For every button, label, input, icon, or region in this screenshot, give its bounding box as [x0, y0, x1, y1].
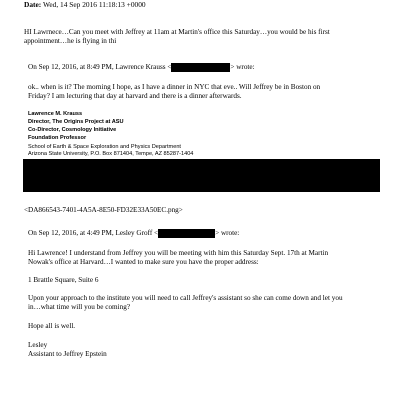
quote2-body-line-2: Nowak's office at Harvard…I wanted to make sure you have the proper address: [28, 258, 259, 266]
message-line-1: HI Lawrnece…Can you meet with Jeffrey at 11am at Martin's office this Saturday…you would be his first [24, 28, 330, 36]
date-value: Wed, 14 Sep 2016 11:18:13 +0000 [42, 0, 146, 9]
signature-title-3: Foundation Professor [28, 135, 87, 141]
quote1-body-line-1: ok.. when is it? The morning I hope, as I have a dinner in NYC that eve.. Will Jeffrey be in Boston on [28, 83, 321, 91]
signature-name: Lawrence M. Krauss [28, 111, 83, 117]
quote2-closing: Hope all is well. [28, 322, 76, 330]
quote2-address: 1 Brattle Square, Suite 6 [28, 276, 99, 284]
message-line-2: appointment…he is flying in thi [24, 37, 117, 45]
redacted-email-box-2 [158, 229, 215, 238]
signature-line-4: School of Earth & Space Exploration and Physics Department [28, 144, 181, 150]
quote1-header-suffix: > wrote: [230, 63, 255, 71]
date-line [24, 0, 146, 9]
quote1-body-line-2: Friday? I am lecturing that day at harvard and there is a dinner afterwards. [28, 92, 242, 100]
signature-title-2: Co-Director, Cosmology Initiative [28, 127, 117, 133]
quote2-header-prefix: On Sep 12, 2016, at 4:49 PM, Lesley Groff < [28, 229, 159, 237]
quote2-header [28, 229, 239, 238]
signature-line-5: Arizona State University, P.O. Box 871404, Tempe, AZ 85287-1404 [28, 151, 194, 157]
image-reference: <DA866543-7401-4A5A-8E50-FD32E33A50EC.png> [24, 206, 183, 214]
redacted-email-box [171, 63, 230, 72]
signature-title-1: Director, The Origins Project at ASU [28, 119, 124, 125]
quote1-header-prefix: On Sep 12, 2016, at 8:49 PM, Lawrence Krauss < [28, 63, 172, 71]
quote2-header-suffix: > wrote: [215, 229, 240, 237]
quote1-header [28, 63, 255, 72]
date-label: Date: [24, 0, 42, 9]
quote2-sender-title: Assistant to Jeffrey Epstein [28, 350, 107, 358]
redacted-block [23, 159, 380, 192]
quote2-body-line-3: Upon your approach to the institute you will need to call Jeffrey's assistant so she can come down and let you [28, 294, 343, 302]
quote2-sender-name: Lesley [28, 341, 48, 349]
quote2-body-line-4: in…what time will you be coming? [28, 303, 131, 311]
quote2-body-line-1: Hi Lawrence! I understand from Jeffrey you will be meeting with him this Saturday Sept. 17th at Martin [28, 249, 329, 257]
